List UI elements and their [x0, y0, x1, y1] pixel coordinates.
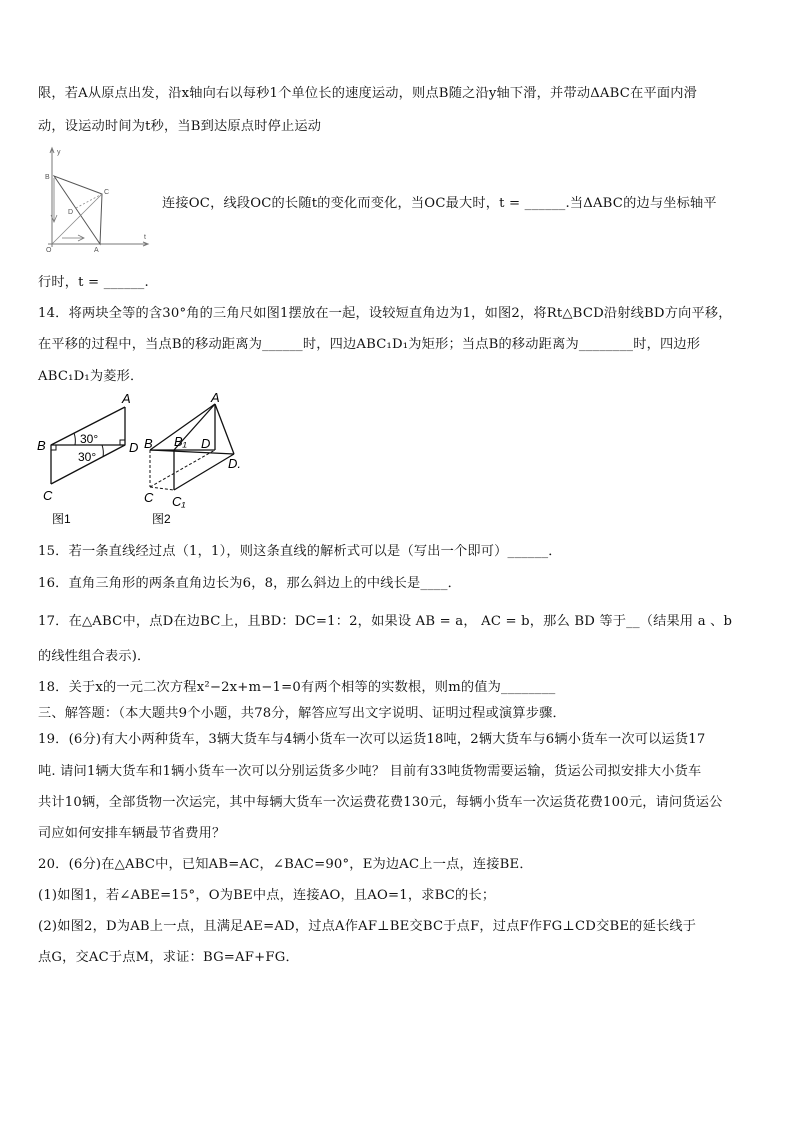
q15-text: 15．若一条直线经过点（1，1），则这条直线的解析式可以是（写出一个即可）______． — [38, 544, 562, 559]
q13-line-2: 动，设运动时间为t秒，当B到达原点时停止运动 — [38, 119, 322, 134]
q13-fig-label-D: D — [68, 209, 74, 216]
q14-fig2-label-C: C — [144, 490, 154, 505]
q14-fig1-label-D: D — [129, 440, 139, 455]
q13-fig-label-x: t — [144, 234, 146, 241]
q19-line-2: 吨. 请问1辆大货车和1辆小货车一次可以分别运货多少吨？ 目前有33吨货物需要运输，货运公司拟安排大小货车 — [38, 764, 702, 779]
q17-line-1: 17．在△ABC中，点D在边BC上，且BD：DC=1：2，如果设 AB = a， AC = b，那么 BD 等于__（结果用 a 、b — [38, 614, 733, 629]
q13-line-1: 限，若A从原点出发，沿x轴向右以每秒1个单位长的速度运动，则点B随之沿y轴下滑，并带动ΔABC在平面内滑 — [38, 86, 698, 101]
q18-text: 18．关于x的一元二次方程x²−2x+m−1=0有两个相等的实数根，则m的值为________ — [38, 680, 556, 695]
q14-fig2-label-D1: D. — [228, 456, 241, 471]
q14-fig1-angle-1: 30° — [80, 432, 99, 446]
q19-line-1: 19．(6分)有大小两种货车，3辆大货车与4辆小货车一次可以运货18吨，2辆大货车与6辆小货车一次可以运货17 — [38, 732, 706, 747]
q14-line-1: 14．将两块全等的含30°角的三角尺如图1摆放在一起，设较短直角边为1，如图2，将Rt△BCD沿射线BD方向平移， — [38, 306, 732, 321]
q16-text: 16．直角三角形的两条直角边长为6，8，那么斜边上的中线长是____． — [38, 576, 461, 591]
q14-fig1-angle-2: 30° — [78, 450, 97, 464]
q14-fig1-label-A: A — [122, 391, 131, 406]
q19-line-3: 共计10辆，全部货物一次运完，其中每辆大货车一次运费花费130元，每辆小货车一次运货花费100元，请问货运公 — [38, 795, 723, 810]
q13-fig-label-A: A — [94, 247, 99, 254]
q13-line-4: 行时，t = ______. — [38, 275, 149, 290]
q14-line-2: 在平移的过程中，当点B的移动距离为______时，四边ABC₁D₁为矩形；当点B的移动距离为________时，四边形 — [38, 337, 701, 352]
q13-fig-label-B: B — [45, 174, 50, 181]
q19-line-4: 司应如何安排车辆最节省费用？ — [38, 826, 226, 841]
q14-fig2-label-C1: C₁ — [172, 494, 186, 509]
q14-fig2-label-A: A — [211, 390, 220, 405]
q14-fig2-caption: 图2 — [152, 512, 171, 526]
q14-fig2-label-D: D — [201, 436, 211, 451]
q20-line-4: 点G，交AC于点M，求证：BG=AF+FG． — [38, 950, 299, 965]
q14-figure-2 — [138, 390, 258, 528]
q17-line-2: 的线性组合表示)． — [38, 649, 151, 664]
q13-figure — [40, 142, 152, 254]
q14-fig1-label-B: B — [37, 438, 46, 453]
q13-line-3: 连接OC，线段OC的长随t的变化而变化，当OC最大时，t = ______.当ΔABC的边与坐标轴平 — [162, 196, 717, 211]
section-3-heading: 三、解答题：（本大题共9个小题，共78分，解答应写出文字说明、证明过程或演算步骤． — [38, 706, 566, 721]
q13-fig-label-O: O — [46, 247, 52, 254]
q14-line-3: ABC₁D₁为菱形． — [38, 369, 144, 384]
q14-fig2-label-B1: B₁ — [174, 434, 187, 449]
q14-figure-1 — [34, 390, 144, 528]
q14-fig1-caption: 图1 — [52, 512, 71, 526]
q20-line-1: 20．(6分)在△ABC中，已知AB=AC，∠BAC=90°，E为边AC上一点，连接BE． — [38, 857, 533, 872]
q20-line-2: (1)如图1，若∠ABE=15°，O为BE中点，连接AO，且AO=1，求BC的长； — [38, 888, 496, 903]
q14-fig1-label-C: C — [43, 488, 53, 503]
q20-line-3: (2)如图2，D为AB上一点，且满足AE=AD，过点A作AF⊥BE交BC于点F，过点F作FG⊥CD交BE的延长线于 — [38, 919, 697, 934]
q13-fig-label-C: C — [104, 189, 110, 196]
q13-fig-label-y: y — [57, 149, 61, 156]
q14-fig2-label-B: B — [144, 436, 153, 451]
